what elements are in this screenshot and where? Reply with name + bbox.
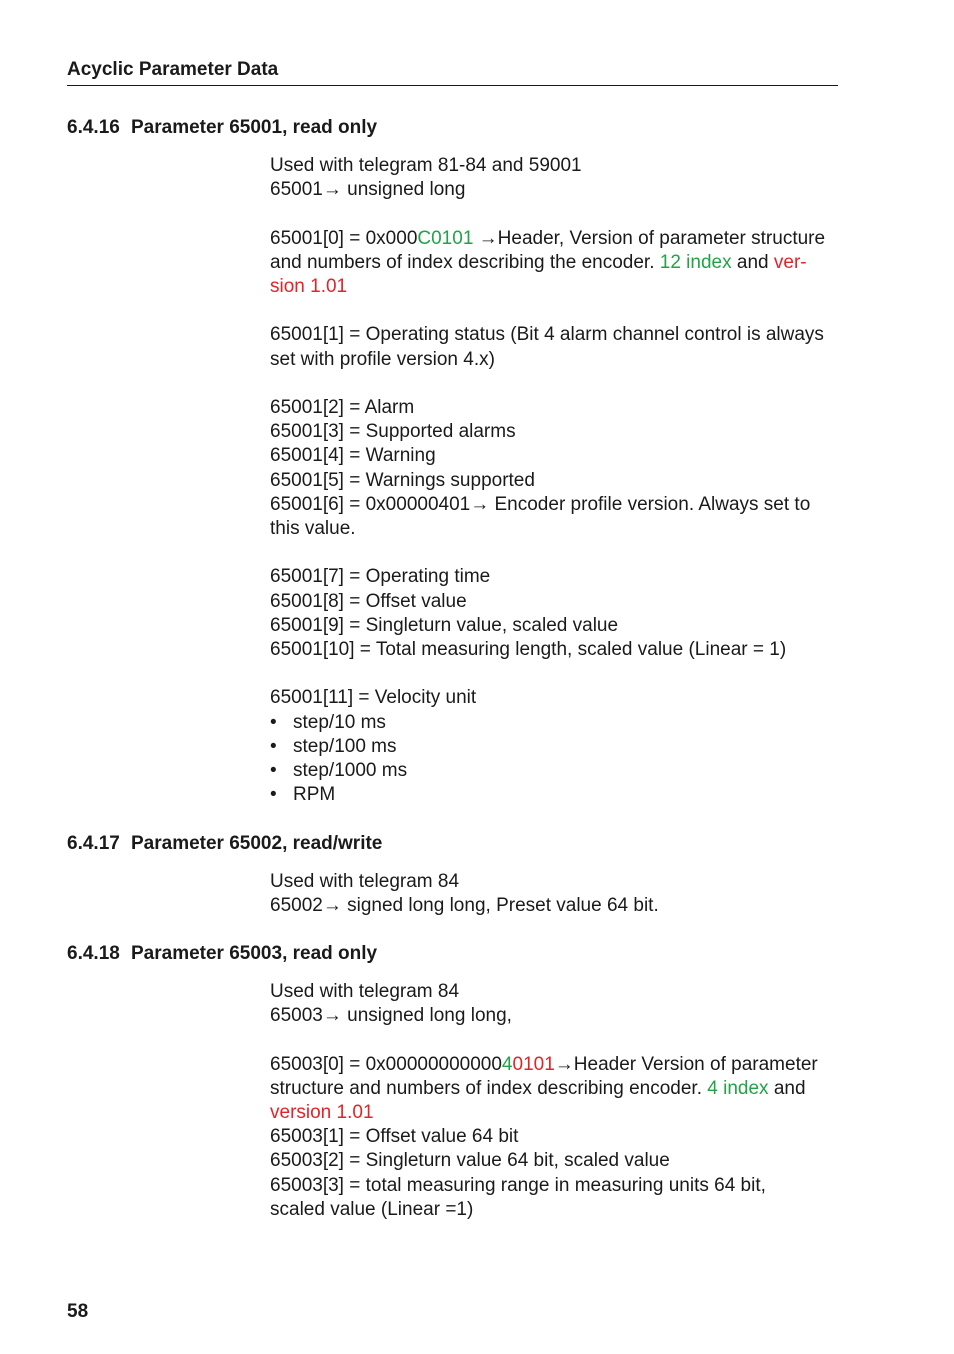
param-65001-1: 65001[1] = Operating status (Bit 4 alarm channel control is always bbox=[270, 324, 824, 346]
data-type-line: 65001→ unsigned long bbox=[270, 179, 466, 201]
param-65001-9: 65001[9] = Singleturn value, scaled value bbox=[270, 614, 619, 636]
section-heading: Parameter 65002, read/write bbox=[131, 833, 383, 854]
param-65001-11: 65001[11] = Velocity unit bbox=[270, 687, 477, 709]
param-65001-8: 65001[8] = Offset value bbox=[270, 590, 467, 612]
page-number: 58 bbox=[67, 1301, 89, 1322]
param-65001-0-cont2: sion 1.01 bbox=[270, 276, 348, 297]
param-65003-3: 65003[3] = total measuring range in measuring units 64 bit, bbox=[270, 1174, 766, 1196]
section-number: 6.4.16 bbox=[67, 117, 120, 138]
highlight-index-hex: C0101 bbox=[417, 227, 474, 249]
list-item: • step/1000 ms bbox=[270, 759, 836, 783]
param-65003-0-cont: structure and numbers of index describing encoder. 4 index and bbox=[270, 1077, 806, 1099]
param-65001-6-cont: this value. bbox=[270, 518, 356, 539]
param-65001-3: 65001[3] = Supported alarms bbox=[270, 421, 516, 443]
param-65001-1-cont: set with profile version 4.x) bbox=[270, 348, 495, 370]
section-body-6-4-18 bbox=[270, 980, 836, 1222]
arrow-icon: → bbox=[322, 1005, 342, 1027]
section-body-6-4-17 bbox=[270, 870, 836, 918]
param-65001-4: 65001[4] = Warning bbox=[270, 445, 436, 467]
data-type-line: 65002→ signed long long, Preset value 64 bit. bbox=[270, 895, 659, 917]
param-65001-6: 65001[6] = 0x00000401→ Encoder profile version. Always set to bbox=[270, 493, 811, 515]
param-65001-7: 65001[7] = Operating time bbox=[270, 566, 491, 588]
highlight-index: 4 index bbox=[707, 1077, 769, 1099]
telegram-usage: Used with telegram 81-84 and 59001 bbox=[270, 155, 582, 176]
param-65003-3-cont: scaled value (Linear =1) bbox=[270, 1198, 474, 1220]
param-65001-0-cont: and numbers of index describing the encoder. 12 index and ver- bbox=[270, 251, 807, 273]
list-item: • RPM bbox=[270, 783, 836, 807]
section-heading: Parameter 65001, read only bbox=[131, 117, 378, 138]
list-item: • step/10 ms bbox=[270, 711, 836, 735]
param-65001-5: 65001[5] = Warnings supported bbox=[270, 469, 535, 491]
section-number: 6.4.17 bbox=[67, 833, 120, 854]
highlight-version: ver- bbox=[773, 251, 807, 273]
highlight-version-hex: 0101 bbox=[512, 1053, 555, 1075]
param-65001-0: 65001[0] = 0x000C0101 →Header, Version of parameter structure bbox=[270, 227, 826, 249]
section-body-6-4-16 bbox=[270, 154, 836, 807]
arrow-icon: → bbox=[322, 895, 342, 917]
param-65003-1: 65003[1] = Offset value 64 bit bbox=[270, 1126, 519, 1148]
section-number: 6.4.18 bbox=[67, 943, 120, 964]
section-title-6-4-18 bbox=[67, 942, 377, 966]
arrow-icon: → bbox=[470, 493, 490, 515]
param-65001-10: 65001[10] = Total measuring length, scaled value (Linear = 1) bbox=[270, 639, 787, 660]
param-65001-2: 65001[2] = Alarm bbox=[270, 396, 415, 418]
data-type-line: 65003→ unsigned long long, bbox=[270, 1005, 512, 1027]
telegram-usage: Used with telegram 84 bbox=[270, 871, 460, 892]
list-item: • step/100 ms bbox=[270, 735, 836, 759]
section-heading: Parameter 65003, read only bbox=[131, 943, 378, 964]
highlight-index: 12 index bbox=[659, 251, 732, 273]
section-title-6-4-16 bbox=[67, 116, 377, 140]
param-65003-0: 65003[0] = 0x0000000000040101→Header Version of parameter bbox=[270, 1053, 818, 1075]
arrow-icon: → bbox=[322, 179, 342, 201]
highlight-index-hex: 4 bbox=[501, 1053, 513, 1075]
param-65003-0-cont2: version 1.01 bbox=[270, 1102, 374, 1123]
velocity-unit-list bbox=[270, 711, 836, 808]
telegram-usage: Used with telegram 84 bbox=[270, 981, 460, 1002]
param-65003-2: 65003[2] = Singleturn value 64 bit, scaled value bbox=[270, 1150, 670, 1172]
page-header: Acyclic Parameter Data bbox=[67, 58, 838, 86]
section-title-6-4-17 bbox=[67, 832, 382, 856]
